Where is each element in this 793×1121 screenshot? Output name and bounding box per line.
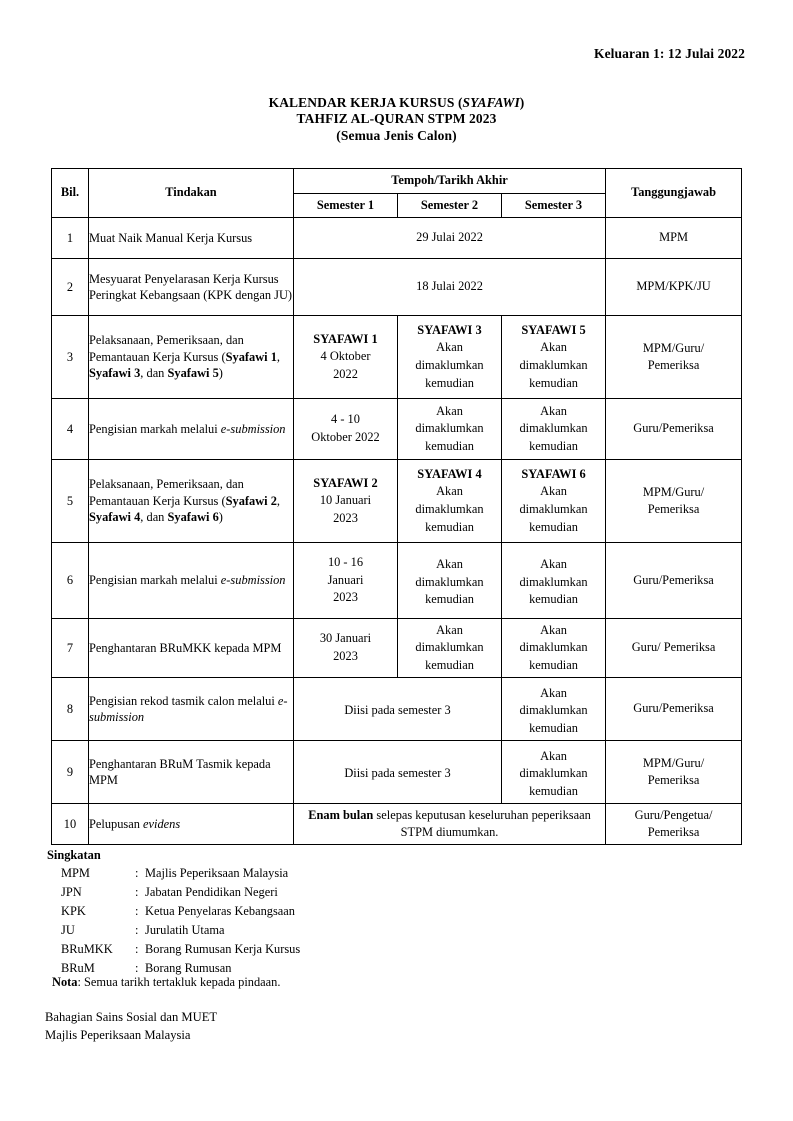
note-text: : Semua tarikh tertakluk kepada pindaan. <box>77 975 281 989</box>
semester-line: kemudian <box>529 783 578 798</box>
cell-semester-2 <box>398 619 502 678</box>
semester-line: Oktober 2022 <box>311 430 380 444</box>
tindakan-text: Pengisian markah melalui <box>89 573 221 588</box>
cell-semester-3 <box>502 678 606 741</box>
tindakan-italic: e-submission <box>220 573 286 588</box>
header-semester-2: Semester 2 <box>398 193 502 218</box>
title-line-1 <box>0 95 793 111</box>
abbreviation-item <box>47 921 300 940</box>
cell-bil: 7 <box>52 619 89 678</box>
semester-line: Akan <box>436 484 463 499</box>
table-row <box>52 804 742 845</box>
title-line-2: TAHFIZ AL-QURAN STPM 2023 <box>296 111 497 127</box>
tindakan-text: Pengisian markah melalui <box>89 421 221 436</box>
title-line-3: (Semua Jenis Calon) <box>336 127 457 143</box>
semester-line: dimaklumkan <box>519 358 588 372</box>
semester-line: Akan <box>540 403 567 418</box>
header-tindakan: Tindakan <box>89 169 294 218</box>
tindakan-bold: Syafawi 2 <box>225 493 277 508</box>
cell-tanggungjawab <box>606 460 742 543</box>
cell-tindakan <box>89 804 294 845</box>
cell-semester-2 <box>398 543 502 619</box>
semester-line: dimaklumkan <box>415 502 484 516</box>
semester-line: dimaklumkan <box>519 421 588 436</box>
abbreviation-separator: : <box>135 941 139 956</box>
cell-tanggungjawab: MPM/KPK/JU <box>606 259 742 316</box>
abbreviation-value: Borang Rumusan Kerja Kursus <box>145 941 301 956</box>
cell-semester-2 <box>398 460 502 543</box>
abbreviation-item <box>47 883 300 902</box>
header-bil: Bil. <box>52 169 89 218</box>
semester-line: 4 Oktober <box>320 349 371 364</box>
tanggungjawab-line: Guru/Pengetua/ <box>634 807 713 822</box>
tindakan-text: ) <box>218 366 223 381</box>
tindakan-text: , <box>276 493 281 508</box>
cell-bil: 1 <box>52 218 89 259</box>
semester-line: kemudian <box>425 438 474 453</box>
cell-merged-semesters <box>294 804 606 845</box>
semester-line: kemudian <box>529 657 578 672</box>
cell-merged-semesters: 29 Julai 2022 <box>294 218 606 259</box>
cell-bil: 9 <box>52 741 89 804</box>
abbreviation-key: JU <box>61 922 75 937</box>
cell-bil: 4 <box>52 399 89 460</box>
cell-tanggungjawab <box>606 804 742 845</box>
semester-line: 30 Januari <box>319 631 372 646</box>
cell-tanggungjawab: Guru/Pemeriksa <box>606 399 742 460</box>
semester-line: 10 Januari <box>319 493 372 508</box>
tindakan-italic: e-submission <box>220 421 286 436</box>
semester-line: 4 - 10 <box>331 412 360 427</box>
cell-semester-1 <box>294 316 398 399</box>
cell-tanggungjawab <box>606 741 742 804</box>
table-row <box>52 741 742 804</box>
cell-tindakan <box>89 543 294 619</box>
tindakan-text: Pelaksanaan, Pemeriksaan, dan Pemantauan Kerja Kursus ( <box>89 333 244 364</box>
semester-title: SYAFAWI 5 <box>521 322 586 337</box>
table-row <box>52 543 742 619</box>
cell-bil: 5 <box>52 460 89 543</box>
semester-line: Akan <box>540 685 567 700</box>
cell-tanggungjawab: Guru/Pemeriksa <box>606 678 742 741</box>
document-title-block <box>0 95 793 144</box>
cell-semester-1 <box>294 619 398 678</box>
tindakan-text: , dan <box>140 510 168 525</box>
table-row <box>52 218 742 259</box>
table-row <box>52 399 742 460</box>
header-semester-3: Semester 3 <box>502 193 606 218</box>
abbreviation-key: BRuMKK <box>61 941 113 956</box>
tindakan-italic: evidens <box>143 816 181 831</box>
cell-semester-2 <box>398 399 502 460</box>
cell-bil: 8 <box>52 678 89 741</box>
semester-line: kemudian <box>529 519 578 534</box>
tindakan-bold: Syafawi 6 <box>167 510 219 525</box>
cell-tindakan: Muat Naik Manual Kerja Kursus <box>89 218 294 259</box>
cell-bil: 2 <box>52 259 89 316</box>
semester-line: Akan <box>540 748 567 763</box>
cell-merged-semester-1-2: Diisi pada semester 3 <box>294 741 502 804</box>
semester-title: SYAFAWI 3 <box>417 322 482 337</box>
calendar-table <box>51 168 742 845</box>
semester-line: 2022 <box>333 366 358 381</box>
cell-semester-1 <box>294 460 398 543</box>
calendar-table-wrapper <box>51 168 741 845</box>
tindakan-italic: e-submission <box>89 693 288 724</box>
cell-tindakan <box>89 460 294 543</box>
note-line <box>52 975 280 990</box>
abbreviation-separator: : <box>135 866 139 881</box>
semester-line: Akan <box>436 622 463 637</box>
cell-tindakan: Penghantaran BRuM Tasmik kepada MPM <box>89 741 294 804</box>
semester-line: Akan <box>436 340 463 355</box>
cell-semester-3 <box>502 460 606 543</box>
semester-line: 10 - 16 <box>327 555 364 570</box>
tanggungjawab-line: MPM/Guru/ <box>642 340 705 355</box>
abbreviation-value: Ketua Penyelaras Kebangsaan <box>145 904 296 919</box>
cell-semester-3 <box>502 741 606 804</box>
semester-line: Januari <box>327 572 364 587</box>
semester-line: kemudian <box>529 592 578 607</box>
abbreviation-key: JPN <box>61 885 82 900</box>
footer-line-1: Bahagian Sains Sosial dan MUET <box>45 1010 218 1024</box>
cell-tindakan: Mesyuarat Penyelarasan Kerja Kursus Peringkat Kebangsaan (KPK dengan JU) <box>89 259 294 316</box>
header-tanggungjawab: Tanggungjawab <box>606 169 742 218</box>
abbreviations-list <box>47 864 300 977</box>
semester-line: dimaklumkan <box>415 574 484 589</box>
semester-line: dimaklumkan <box>415 421 484 436</box>
tindakan-text: Pengisian rekod tasmik calon melalui <box>89 693 278 708</box>
abbreviation-item <box>47 902 300 921</box>
title-line-1-suffix: ) <box>519 95 525 110</box>
table-row <box>52 460 742 543</box>
tindakan-bold: Syafawi 3 <box>89 366 141 381</box>
cell-semester-2 <box>398 316 502 399</box>
semester-line: kemudian <box>529 375 578 390</box>
cell-tanggungjawab: Guru/Pemeriksa <box>606 543 742 619</box>
abbreviations-section <box>47 849 300 977</box>
merged-text: selepas keputusan keseluruhan peperiksaan STPM diumumkan. <box>373 807 591 839</box>
abbreviation-item <box>47 864 300 883</box>
table-body <box>52 218 742 845</box>
semester-title: SYAFAWI 6 <box>521 466 586 481</box>
abbreviation-item <box>47 940 300 959</box>
semester-line: kemudian <box>425 592 474 607</box>
tindakan-bold: Syafawi 1 <box>225 349 277 364</box>
cell-tanggungjawab: MPM <box>606 218 742 259</box>
abbreviation-separator: : <box>135 904 139 919</box>
semester-line: dimaklumkan <box>519 502 588 516</box>
table-row <box>52 619 742 678</box>
abbreviations-heading: Singkatan <box>47 848 101 862</box>
semester-line: dimaklumkan <box>415 358 484 372</box>
abbreviation-key: KPK <box>61 904 86 919</box>
cell-tanggungjawab: Guru/ Pemeriksa <box>606 619 742 678</box>
tindakan-bold: Syafawi 4 <box>89 510 141 525</box>
tindakan-text: ) <box>218 510 223 525</box>
semester-line: dimaklumkan <box>415 640 484 655</box>
title-line-1-prefix: KALENDAR KERJA KURSUS ( <box>268 95 463 110</box>
abbreviation-value: Majlis Peperiksaan Malaysia <box>145 866 289 881</box>
tindakan-bold: Syafawi 5 <box>167 366 219 381</box>
semester-line: dimaklumkan <box>519 574 588 589</box>
table-head <box>52 169 742 218</box>
cell-semester-3 <box>502 399 606 460</box>
cell-semester-1 <box>294 399 398 460</box>
abbreviation-key: MPM <box>61 866 90 881</box>
abbreviation-value: Jabatan Pendidikan Negeri <box>145 885 278 900</box>
table-row <box>52 678 742 741</box>
tanggungjawab-line: MPM/Guru/ <box>642 484 705 499</box>
abbreviation-separator: : <box>135 885 139 900</box>
table-row <box>52 259 742 316</box>
note-label: Nota <box>52 975 78 989</box>
cell-semester-3 <box>502 543 606 619</box>
abbreviation-value: Borang Rumusan <box>145 960 232 975</box>
cell-merged-semesters: 18 Julai 2022 <box>294 259 606 316</box>
cell-bil: 10 <box>52 804 89 845</box>
semester-line: kemudian <box>529 720 578 735</box>
tanggungjawab-line: Pemeriksa <box>647 502 700 516</box>
cell-tindakan <box>89 399 294 460</box>
header-tempoh: Tempoh/Tarikh Akhir <box>294 169 606 194</box>
semester-line: dimaklumkan <box>519 640 588 655</box>
semester-line: kemudian <box>425 375 474 390</box>
semester-title: SYAFAWI 4 <box>417 466 482 481</box>
tanggungjawab-line: MPM/Guru/ <box>642 755 705 770</box>
cell-merged-semester-1-2: Diisi pada semester 3 <box>294 678 502 741</box>
abbreviation-separator: : <box>135 922 139 937</box>
semester-line: Akan <box>540 484 567 499</box>
tindakan-text: , dan <box>140 366 168 381</box>
semester-title: SYAFAWI 1 <box>313 331 378 346</box>
semester-line: kemudian <box>425 519 474 534</box>
header-row-top <box>52 169 742 194</box>
semester-line: dimaklumkan <box>519 766 588 781</box>
footer-line-2: Majlis Peperiksaan Malaysia <box>45 1028 191 1043</box>
cell-semester-1 <box>294 543 398 619</box>
title-line-1-italic: SYAFAWI <box>462 95 520 110</box>
cell-bil: 6 <box>52 543 89 619</box>
semester-line: kemudian <box>529 438 578 453</box>
issue-line: Keluaran 1: 12 Julai 2022 <box>593 46 745 61</box>
semester-line: Akan <box>540 622 567 637</box>
tindakan-text: Pelaksanaan, Pemeriksaan, dan Pemantauan Kerja Kursus ( <box>89 477 244 508</box>
semester-line: kemudian <box>425 657 474 672</box>
semester-title: SYAFAWI 2 <box>313 475 378 490</box>
tanggungjawab-line: Pemeriksa <box>647 358 700 372</box>
semester-line: 2023 <box>333 510 358 525</box>
abbreviation-key: BRuM <box>61 960 95 975</box>
header-semester-1: Semester 1 <box>294 193 398 218</box>
semester-line: 2023 <box>333 590 358 605</box>
semester-line: 2023 <box>333 649 358 663</box>
cell-tindakan <box>89 316 294 399</box>
cell-semester-3 <box>502 316 606 399</box>
table-row <box>52 316 742 399</box>
merged-bold: Enam bulan <box>308 807 374 822</box>
semester-line: Akan <box>436 557 463 572</box>
cell-bil: 3 <box>52 316 89 399</box>
semester-line: dimaklumkan <box>519 703 588 718</box>
semester-line: Akan <box>540 340 567 355</box>
abbreviation-separator: : <box>135 960 139 975</box>
cell-tanggungjawab <box>606 316 742 399</box>
semester-line: Akan <box>540 557 567 572</box>
cell-tindakan: Penghantaran BRuMKK kepada MPM <box>89 619 294 678</box>
tindakan-text: , <box>276 349 281 364</box>
cell-semester-3 <box>502 619 606 678</box>
tindakan-text: Pelupusan <box>89 816 144 831</box>
semester-line: Akan <box>436 403 463 418</box>
abbreviation-value: Jurulatih Utama <box>145 922 225 937</box>
cell-tindakan <box>89 678 294 741</box>
footer-organisation <box>45 1008 217 1045</box>
tanggungjawab-line: Pemeriksa <box>647 825 700 839</box>
tanggungjawab-line: Pemeriksa <box>647 773 700 787</box>
